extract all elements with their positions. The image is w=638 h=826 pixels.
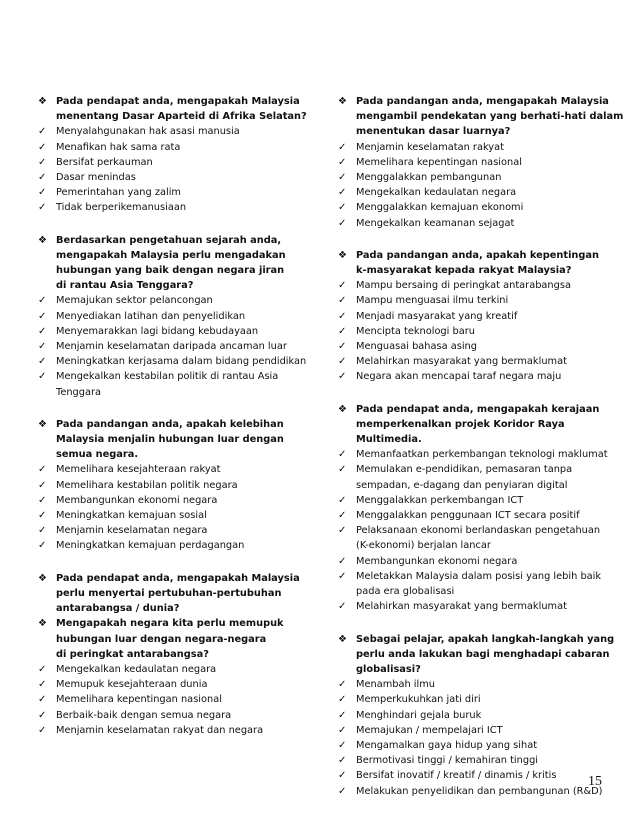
answer-item bbox=[38, 493, 313, 508]
answer-item bbox=[338, 216, 606, 231]
checkmark-icon: ✓ bbox=[338, 770, 347, 782]
answer-item bbox=[38, 124, 313, 139]
answer-item bbox=[338, 554, 606, 569]
answer-text: Menjamin keselamatan rakyat bbox=[356, 141, 504, 153]
question-block bbox=[38, 233, 313, 400]
question bbox=[338, 402, 606, 448]
checkmark-icon: ✓ bbox=[38, 325, 47, 337]
checkmark-icon: ✓ bbox=[38, 141, 47, 153]
answer-text: Mampu bersaing di peringkat antarabangsa bbox=[356, 280, 571, 292]
question-text: menentukan dasar luarnya? bbox=[356, 126, 511, 138]
question-text: Pada pendapat anda, mengapakah Malaysia bbox=[56, 96, 300, 107]
answer-text: Menambah ilmu bbox=[356, 679, 435, 691]
answer-text: Meningkatkan kerjasama dalam bidang pendidikan bbox=[56, 356, 307, 368]
answer-item bbox=[338, 753, 606, 768]
checkmark-icon: ✓ bbox=[338, 724, 347, 736]
answer-text: Pelaksanaan ekonomi berlandaskan pengetahuan bbox=[356, 525, 601, 537]
checkmark-icon: ✓ bbox=[38, 187, 47, 199]
answer-item bbox=[38, 324, 313, 339]
answer-text: Memperkukuhkan jati diri bbox=[356, 694, 481, 706]
question-text: Berdasarkan pengetahuan sejarah anda, bbox=[56, 234, 282, 246]
answer-item bbox=[38, 523, 313, 538]
answer-text: Negara akan mencapai taraf negara maju bbox=[356, 371, 562, 383]
answer-item bbox=[38, 708, 313, 723]
question-text: perlu menyertai pertubuhan-pertubuhan bbox=[56, 587, 282, 599]
answer-text: Menghindari gejala buruk bbox=[356, 709, 482, 721]
answer-item bbox=[38, 185, 313, 200]
answer-text: Mengekalkan keamanan sejagat bbox=[356, 217, 515, 229]
question-block bbox=[38, 571, 313, 617]
checkmark-icon: ✓ bbox=[38, 494, 47, 506]
answer-item bbox=[338, 200, 606, 215]
answer-text: Meletakkan Malaysia dalam posisi yang lebih baik bbox=[356, 570, 602, 582]
answer-text: Tidak berperikemanusiaan bbox=[56, 202, 187, 214]
checkmark-icon: ✓ bbox=[38, 724, 47, 736]
answer-text: Menyalahgunakan hak asasi manusia bbox=[56, 126, 240, 138]
checkmark-icon: ✓ bbox=[338, 141, 347, 153]
checkmark-icon: ✓ bbox=[338, 510, 347, 522]
checkmark-icon: ✓ bbox=[338, 709, 347, 721]
answer-item bbox=[38, 293, 313, 308]
answer-text: Memelihara kesejahteraan rakyat bbox=[56, 464, 221, 476]
checkmark-icon: ✓ bbox=[338, 172, 347, 184]
page-number: 15 bbox=[588, 774, 602, 789]
question-text: Mengapakah negara kita perlu memupuk bbox=[56, 618, 284, 630]
checkmark-icon: ✓ bbox=[38, 709, 47, 721]
question bbox=[38, 417, 313, 463]
checkmark-icon: ✓ bbox=[338, 295, 347, 307]
checkmark-icon: ✓ bbox=[338, 217, 347, 229]
question bbox=[338, 632, 615, 678]
checkmark-icon: ✓ bbox=[338, 464, 347, 476]
answer-text: (K-ekonomi) berjalan lancar bbox=[356, 540, 491, 552]
answer-item bbox=[338, 738, 606, 753]
answer-text: Memelihara kepentingan nasional bbox=[56, 694, 222, 706]
diamond-bullet-icon: ❖ bbox=[38, 618, 47, 630]
answer-text: Pemerintahan yang zalim bbox=[56, 187, 181, 199]
answer-item bbox=[38, 692, 313, 707]
checkmark-icon: ✓ bbox=[38, 172, 47, 184]
answer-item bbox=[338, 155, 606, 170]
answer-text: Menguasai bahasa asing bbox=[356, 341, 477, 353]
question-block bbox=[38, 94, 313, 216]
checkmark-icon: ✓ bbox=[38, 679, 47, 691]
answer-text: Tenggara bbox=[56, 386, 102, 398]
answer-text: Memelihara kepentingan nasional bbox=[356, 156, 522, 168]
answer-text: pada era globalisasi bbox=[356, 586, 455, 598]
diamond-bullet-icon: ❖ bbox=[338, 96, 347, 107]
checkmark-icon: ✓ bbox=[38, 510, 47, 522]
checkmark-icon: ✓ bbox=[338, 694, 347, 706]
question-block bbox=[338, 94, 624, 231]
answer-text: Bersifat perkauman bbox=[56, 156, 153, 168]
checkmark-icon: ✓ bbox=[338, 755, 347, 767]
checkmark-icon: ✓ bbox=[38, 694, 47, 706]
answer-text: Mampu menguasai ilmu terkini bbox=[356, 295, 509, 307]
answer-text: Mengekalkan kestabilan politik di rantau Asia bbox=[56, 371, 279, 383]
answer-text: Memupuk kesejahteraan dunia bbox=[56, 679, 208, 691]
question-text: perlu anda lakukan bagi menghadapi cabaran bbox=[356, 648, 610, 660]
question-text: Pada pandangan anda, mengapakah Malaysia bbox=[356, 96, 609, 107]
checkmark-icon: ✓ bbox=[338, 601, 347, 613]
question-text: hubungan yang baik dengan negara jiran bbox=[56, 265, 285, 277]
question bbox=[338, 94, 624, 140]
question-text: memperkenalkan projek Koridor Raya bbox=[356, 418, 565, 430]
answer-text: Menggalakkan pembangunan bbox=[356, 172, 502, 184]
question-block bbox=[38, 616, 313, 738]
answer-text: Berbaik-baik dengan semua negara bbox=[56, 709, 232, 721]
answer-item bbox=[338, 185, 606, 200]
question-text: Sebagai pelajar, apakah langkah-langkah yang bbox=[356, 633, 615, 645]
question-text: Pada pendapat anda, mengapakah kerajaan bbox=[356, 403, 600, 415]
answer-item bbox=[38, 155, 313, 170]
question-text: hubungan luar dengan negara-negara bbox=[56, 633, 267, 645]
answer-item bbox=[38, 478, 313, 493]
question-text: globalisasi? bbox=[356, 663, 421, 675]
checkmark-icon: ✓ bbox=[338, 525, 347, 537]
answer-text: Mengekalkan kedaulatan negara bbox=[356, 187, 517, 199]
question-text: Pada pandangan anda, apakah kelebihan bbox=[56, 418, 284, 430]
question-block bbox=[338, 402, 606, 615]
answer-text: sempadan, e-dagang dan penyiaran digital bbox=[356, 479, 568, 491]
answer-item bbox=[338, 170, 606, 185]
answer-item bbox=[338, 278, 606, 293]
question-text: mengapakah Malaysia perlu mengadakan bbox=[56, 249, 286, 261]
answer-item bbox=[38, 339, 313, 354]
checkmark-icon: ✓ bbox=[338, 555, 347, 567]
checkmark-icon: ✓ bbox=[38, 202, 47, 214]
answer-item bbox=[38, 677, 313, 692]
answer-item bbox=[38, 462, 313, 477]
answer-item bbox=[338, 692, 606, 707]
question-text: k-masyarakat kepada rakyat Malaysia? bbox=[356, 265, 572, 277]
answer-text: Dasar menindas bbox=[56, 172, 136, 184]
answer-text: Menyediakan latihan dan penyelidikan bbox=[56, 310, 246, 322]
checkmark-icon: ✓ bbox=[38, 525, 47, 537]
checkmark-icon: ✓ bbox=[338, 494, 347, 506]
answer-item bbox=[338, 569, 606, 599]
answer-item bbox=[38, 200, 313, 215]
checkmark-icon: ✓ bbox=[38, 479, 47, 491]
checkmark-icon: ✓ bbox=[338, 310, 347, 322]
question-text: Multimedia. bbox=[356, 434, 422, 446]
answer-text: Menggalakkan perkembangan ICT bbox=[356, 494, 524, 506]
answer-item bbox=[338, 723, 606, 738]
diamond-bullet-icon: ❖ bbox=[38, 234, 47, 246]
answer-text: Bermotivasi tinggi / kemahiran tinggi bbox=[356, 755, 539, 767]
answer-text: Menafikan hak sama rata bbox=[56, 141, 181, 153]
checkmark-icon: ✓ bbox=[38, 464, 47, 476]
question-text: menentang Dasar Aparteid di Afrika Selatan? bbox=[56, 111, 307, 123]
checkmark-icon: ✓ bbox=[38, 540, 47, 552]
answer-item bbox=[338, 784, 606, 799]
question-block bbox=[338, 248, 606, 385]
answer-item bbox=[338, 369, 606, 384]
answer-text: Meningkatkan kemajuan sosial bbox=[56, 510, 207, 522]
answer-text: Meningkatkan kemajuan perdagangan bbox=[56, 540, 245, 552]
answer-item bbox=[338, 354, 606, 369]
answer-item bbox=[338, 140, 606, 155]
checkmark-icon: ✓ bbox=[338, 739, 347, 751]
answer-item bbox=[338, 324, 606, 339]
answer-item bbox=[38, 140, 313, 155]
right-column bbox=[338, 94, 624, 816]
checkmark-icon: ✓ bbox=[338, 679, 347, 691]
checkmark-icon: ✓ bbox=[338, 156, 347, 168]
checkmark-icon: ✓ bbox=[338, 785, 347, 797]
checkmark-icon: ✓ bbox=[38, 126, 47, 138]
question-text: mengambil pendekatan yang berhati-hati dalam bbox=[356, 111, 624, 123]
checkmark-icon: ✓ bbox=[338, 325, 347, 337]
diamond-bullet-icon: ❖ bbox=[338, 249, 347, 261]
answer-text: Memelihara kestabilan politik negara bbox=[56, 479, 238, 491]
answer-item bbox=[338, 309, 606, 324]
answer-text: Mengekalkan kedaulatan negara bbox=[56, 663, 217, 675]
answer-item bbox=[38, 508, 313, 523]
answer-item bbox=[338, 768, 606, 783]
answer-text: Melakukan penyelidikan dan pembangunan (R&D) bbox=[356, 785, 603, 797]
question-text: antarabangsa / dunia? bbox=[56, 603, 180, 615]
answer-item bbox=[38, 662, 313, 677]
answer-text: Membangunkan ekonomi negara bbox=[356, 555, 518, 567]
answer-text: Melahirkan masyarakat yang bermaklumat bbox=[356, 601, 567, 613]
question bbox=[338, 248, 606, 278]
question-text: Pada pendapat anda, mengapakah Malaysia bbox=[56, 572, 300, 584]
answer-item bbox=[38, 723, 313, 738]
answer-item bbox=[38, 354, 313, 369]
answer-text: Menggalakkan kemajuan ekonomi bbox=[356, 202, 524, 214]
answer-item bbox=[338, 708, 606, 723]
checkmark-icon: ✓ bbox=[38, 371, 47, 383]
checkmark-icon: ✓ bbox=[338, 371, 347, 383]
answer-text: Menjadi masyarakat yang kreatif bbox=[356, 310, 518, 322]
answer-text: Menjamin keselamatan negara bbox=[56, 525, 208, 537]
answer-item bbox=[338, 599, 606, 614]
checkmark-icon: ✓ bbox=[338, 187, 347, 199]
answer-text: Membangunkan ekonomi negara bbox=[56, 494, 218, 506]
answer-text: Menjamin keselamatan daripada ancaman luar bbox=[56, 341, 287, 353]
answer-text: Mengamalkan gaya hidup yang sihat bbox=[356, 739, 538, 751]
diamond-bullet-icon: ❖ bbox=[38, 418, 47, 430]
answer-item bbox=[338, 339, 606, 354]
checkmark-icon: ✓ bbox=[338, 356, 347, 368]
checkmark-icon: ✓ bbox=[38, 310, 47, 322]
answer-item bbox=[38, 369, 313, 399]
answer-text: Menggalakkan penggunaan ICT secara positif bbox=[356, 510, 580, 522]
checkmark-icon: ✓ bbox=[338, 280, 347, 292]
answer-text: Memulakan e-pendidikan, pemasaran tanpa bbox=[356, 464, 573, 476]
answer-text: Memanfaatkan perkembangan teknologi maklumat bbox=[356, 449, 608, 461]
checkmark-icon: ✓ bbox=[38, 295, 47, 307]
question-text: di rantau Asia Tenggara? bbox=[56, 280, 194, 292]
answer-item bbox=[338, 293, 606, 308]
answer-text: Menyemarakkan lagi bidang kebudayaan bbox=[56, 325, 259, 337]
answer-text: Memajukan / mempelajari ICT bbox=[356, 724, 503, 736]
question-text: di peringkat antarabangsa? bbox=[56, 648, 209, 660]
question-text: semua negara. bbox=[56, 449, 139, 461]
answer-text: Bersifat inovatif / kreatif / dinamis / kritis bbox=[356, 770, 557, 782]
checkmark-icon: ✓ bbox=[338, 570, 347, 582]
diamond-bullet-icon: ❖ bbox=[38, 96, 47, 107]
answer-text: Mencipta teknologi baru bbox=[356, 325, 475, 337]
answer-item bbox=[38, 309, 313, 324]
checkmark-icon: ✓ bbox=[338, 449, 347, 461]
checkmark-icon: ✓ bbox=[338, 341, 347, 353]
question-text: Malaysia menjalin hubungan luar dengan bbox=[56, 434, 284, 446]
question bbox=[38, 94, 313, 124]
answer-item bbox=[338, 508, 606, 523]
answer-item bbox=[38, 170, 313, 185]
diamond-bullet-icon: ❖ bbox=[338, 403, 347, 415]
answer-text: Melahirkan masyarakat yang bermaklumat bbox=[356, 356, 567, 368]
left-column bbox=[38, 94, 313, 755]
checkmark-icon: ✓ bbox=[38, 356, 47, 368]
diamond-bullet-icon: ❖ bbox=[338, 633, 347, 645]
question bbox=[38, 571, 313, 617]
answer-item bbox=[338, 677, 606, 692]
question bbox=[38, 616, 313, 662]
answer-item bbox=[338, 493, 606, 508]
diamond-bullet-icon: ❖ bbox=[38, 572, 47, 584]
checkmark-icon: ✓ bbox=[38, 663, 47, 675]
checkmark-icon: ✓ bbox=[338, 202, 347, 214]
answer-text: Memajukan sektor pelancongan bbox=[56, 295, 213, 307]
checkmark-icon: ✓ bbox=[38, 156, 47, 168]
question bbox=[38, 233, 313, 294]
answer-item bbox=[338, 462, 606, 492]
answer-item bbox=[338, 447, 606, 462]
answer-item bbox=[38, 538, 313, 553]
checkmark-icon: ✓ bbox=[38, 341, 47, 353]
question-text: Pada pandangan anda, apakah kepentingan bbox=[356, 249, 599, 261]
question-block bbox=[38, 417, 313, 554]
answer-item bbox=[338, 523, 606, 553]
question-block bbox=[338, 632, 615, 799]
answer-text: Menjamin keselamatan rakyat dan negara bbox=[56, 724, 264, 736]
